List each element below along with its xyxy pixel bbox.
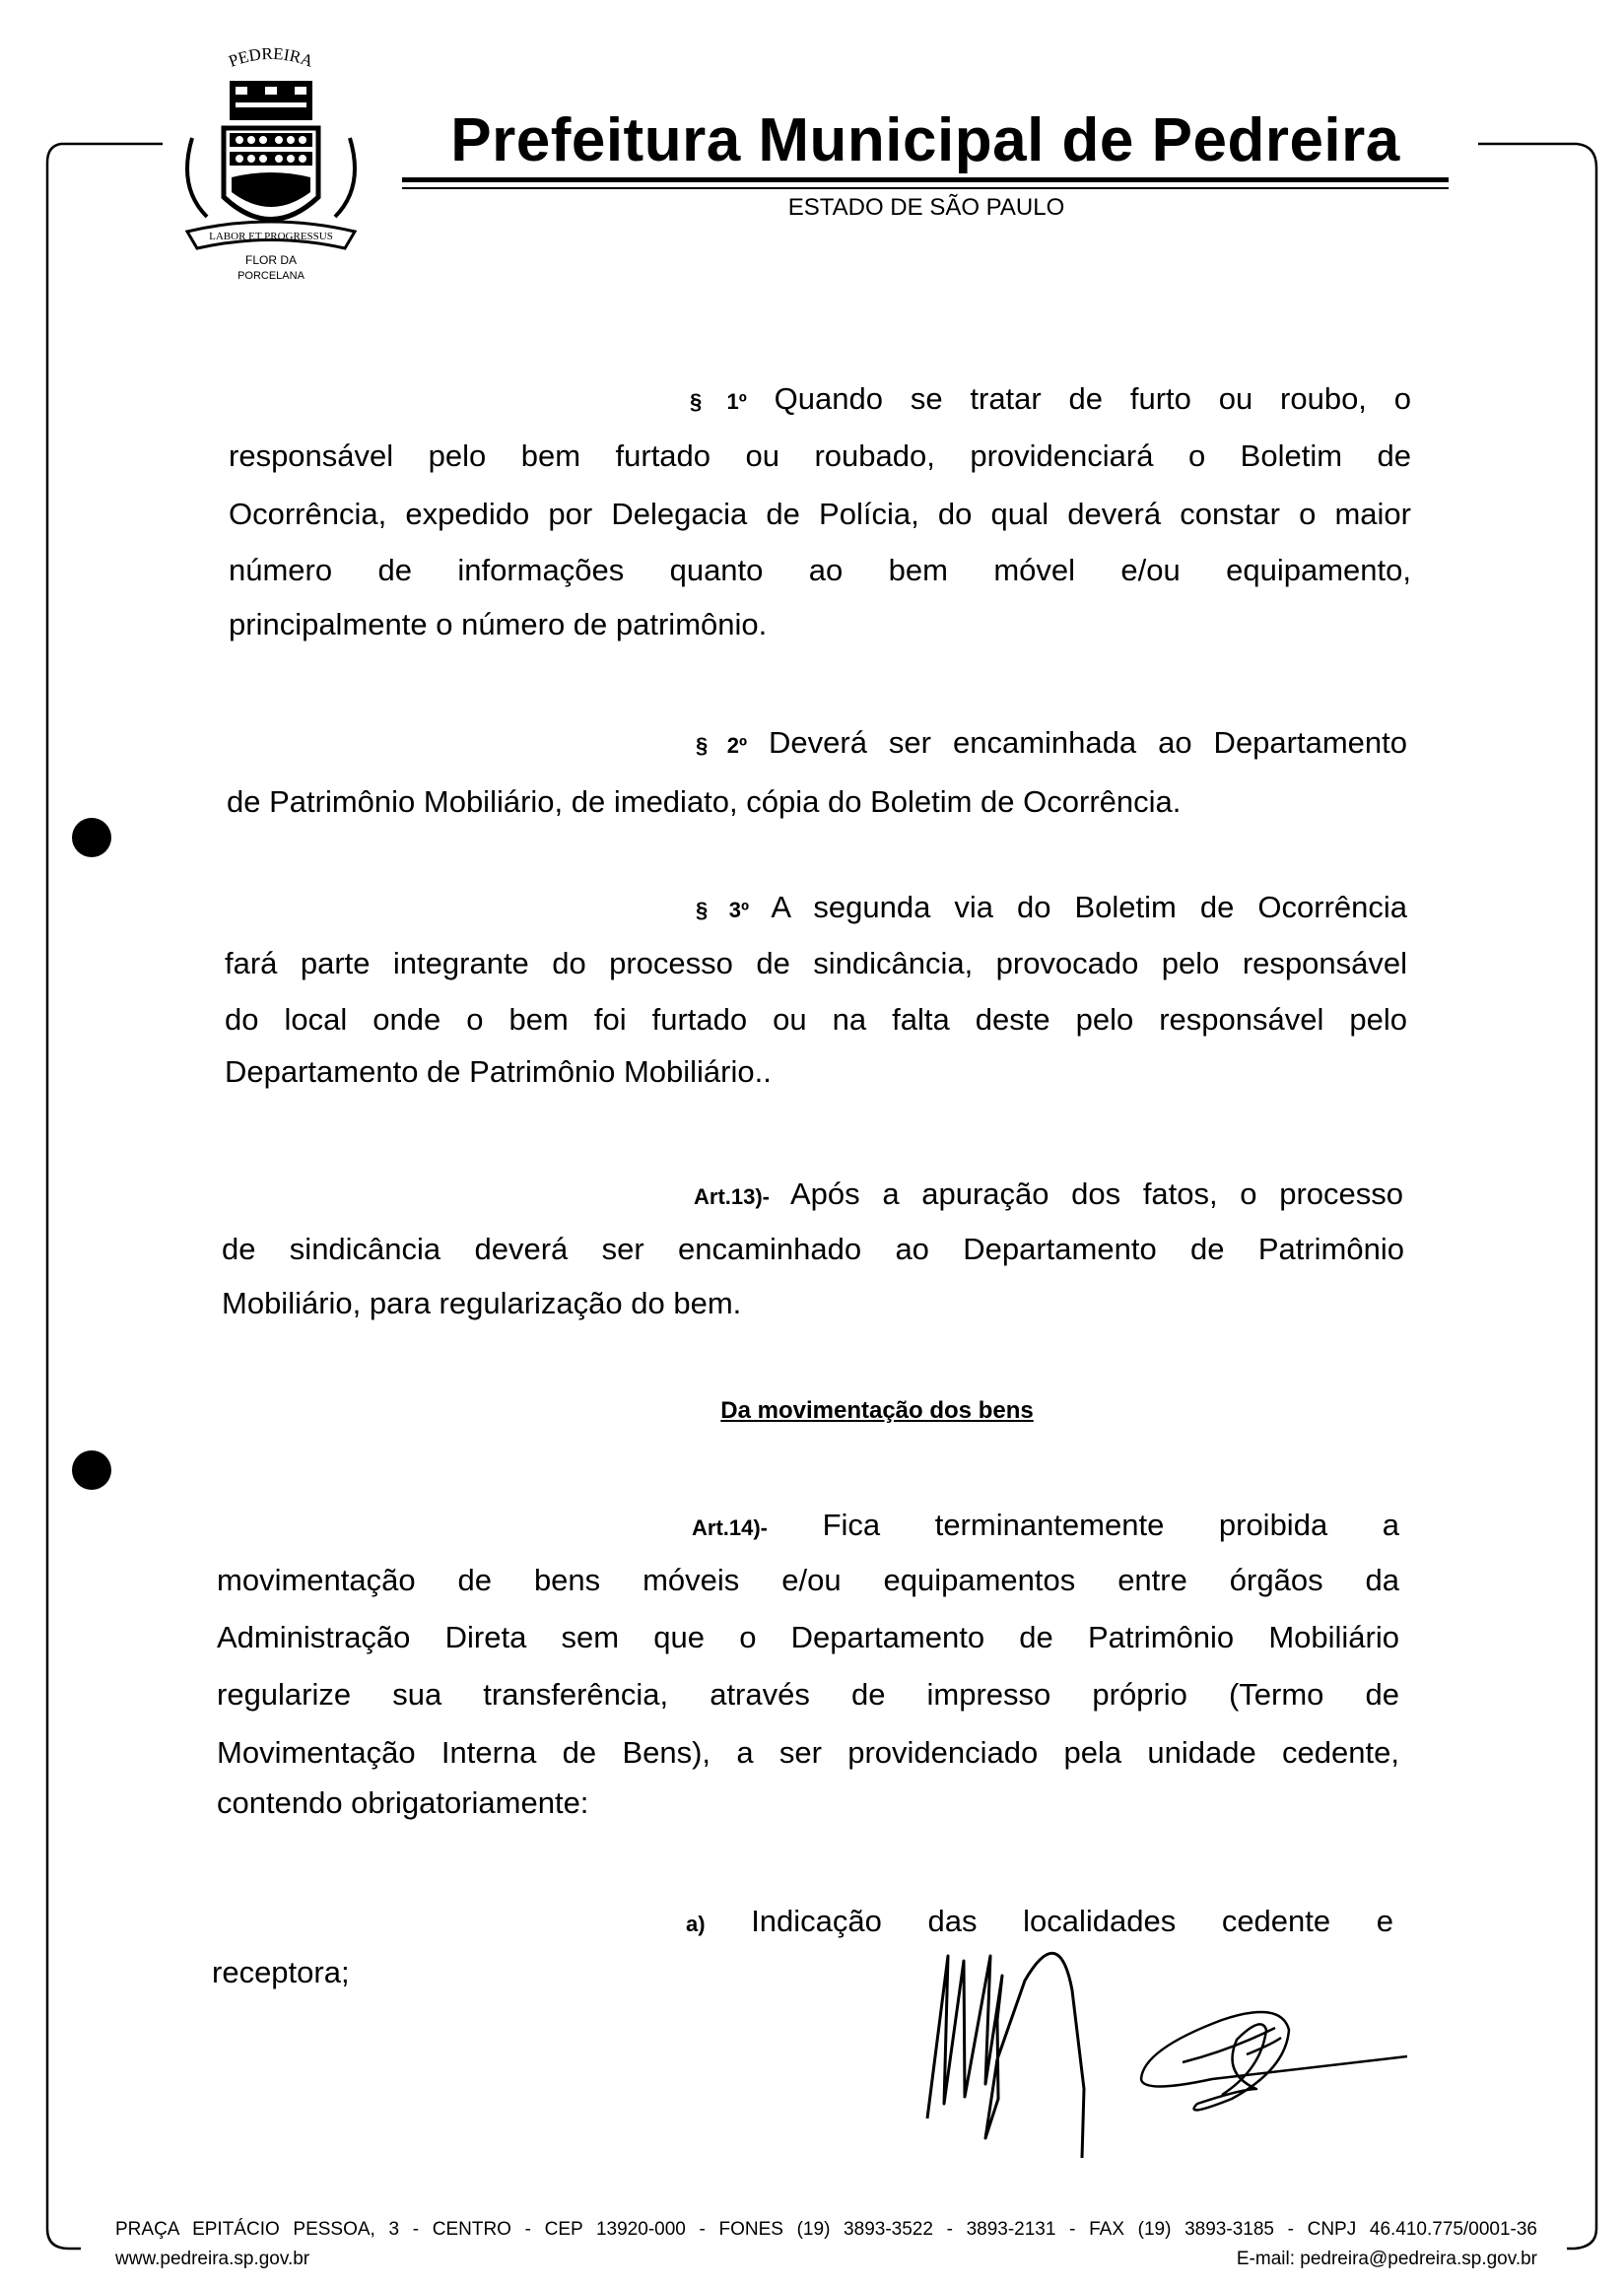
article-13-line: Mobiliário, para regularização do bem. (222, 1286, 742, 1320)
signature-2 (1141, 2012, 1407, 2110)
paragraph-1-line: Ocorrência, expedido por Delegacia de Polícia, do qual deverá constar o maior (229, 497, 1411, 531)
text: Quando se tratar de furto ou roubo, o (774, 381, 1411, 416)
article-14-label: Art.14)- (692, 1515, 769, 1540)
article-14-line: Administração Direta sem que o Departamento de Patrimônio Mobiliário (217, 1620, 1399, 1654)
paragraph-3-label: § 3º (696, 898, 750, 922)
text: Após a apuração dos fatos, o processo (789, 1177, 1404, 1211)
article-13-line: de sindicância deverá ser encaminhado ao Departamento de Patrimônio (222, 1232, 1404, 1266)
paragraph-3-line: do local onde o bem foi furtado ou na falta deste pelo responsável pelo (225, 1002, 1407, 1037)
paragraph-1-line: responsável pelo bem furtado ou roubado, providenciará o Boletim de (229, 438, 1411, 473)
item-a-line: receptora; (212, 1955, 350, 1989)
text: Deverá ser encaminhada ao Departamento (769, 725, 1407, 760)
article-14-line: Movimentação Interna de Bens), a ser providenciado pela unidade cedente, (217, 1735, 1399, 1770)
page-title: Prefeitura Municipal de Pedreira (450, 106, 1400, 174)
paragraph-1-label: § 1º (690, 389, 747, 414)
footer-address: PRAÇA EPITÁCIO PESSOA, 3 - CENTRO - CEP 13920-000 - FONES (19) 3893-3522 - 3893-2131 - FAX (19) 3893-3185 - CNPJ 46.410.775/0001-36 (115, 2219, 1537, 2240)
text: Fica terminantemente proibida a (822, 1508, 1399, 1542)
paragraph-1-line: principalmente o número de patrimônio. (229, 607, 768, 641)
paragraph-2-line: de Patrimônio Mobiliário, de imediato, cópia do Boletim de Ocorrência. (227, 784, 1182, 819)
section-heading: Da movimentação dos bens (720, 1397, 1034, 1424)
svg-text:PEDREIRA: PEDREIRA (226, 43, 316, 71)
article-13-label: Art.13)- (694, 1184, 771, 1209)
svg-text:FLOR DA: FLOR DA (244, 253, 298, 267)
article-14-line: contendo obrigatoriamente: (217, 1785, 589, 1820)
footer-website[interactable]: www.pedreira.sp.gov.br (115, 2249, 310, 2269)
article-14-line: movimentação de bens móveis e/ou equipamentos entre órgãos da (217, 1563, 1399, 1597)
paragraph-3-line: Departamento de Patrimônio Mobiliário.. (225, 1054, 772, 1089)
svg-text:LABOR ET PROGRESSUS: LABOR ET PROGRESSUS (209, 231, 333, 242)
paragraph-2-label: § 2º (696, 733, 747, 758)
footer-email[interactable]: E-mail: pedreira@pedreira.sp.gov.br (1236, 2249, 1537, 2269)
signature-1 (927, 1953, 1084, 2158)
text: Indicação das localidades cedente e (751, 1904, 1393, 1938)
item-a-label: a) (686, 1912, 706, 1936)
article-14-line: regularize sua transferência, através de impresso próprio (Termo de (217, 1677, 1399, 1712)
paragraph-1-line: número de informações quanto ao bem móvel e/ou equipamento, (229, 553, 1411, 587)
text: A segunda via do Boletim de Ocorrência (771, 890, 1408, 924)
svg-text:PORCELANA: PORCELANA (237, 270, 304, 282)
paragraph-3-line: fará parte integrante do processo de sindicância, provocado pelo responsável (225, 946, 1407, 980)
page-subtitle: ESTADO DE SÃO PAULO (787, 194, 1065, 221)
